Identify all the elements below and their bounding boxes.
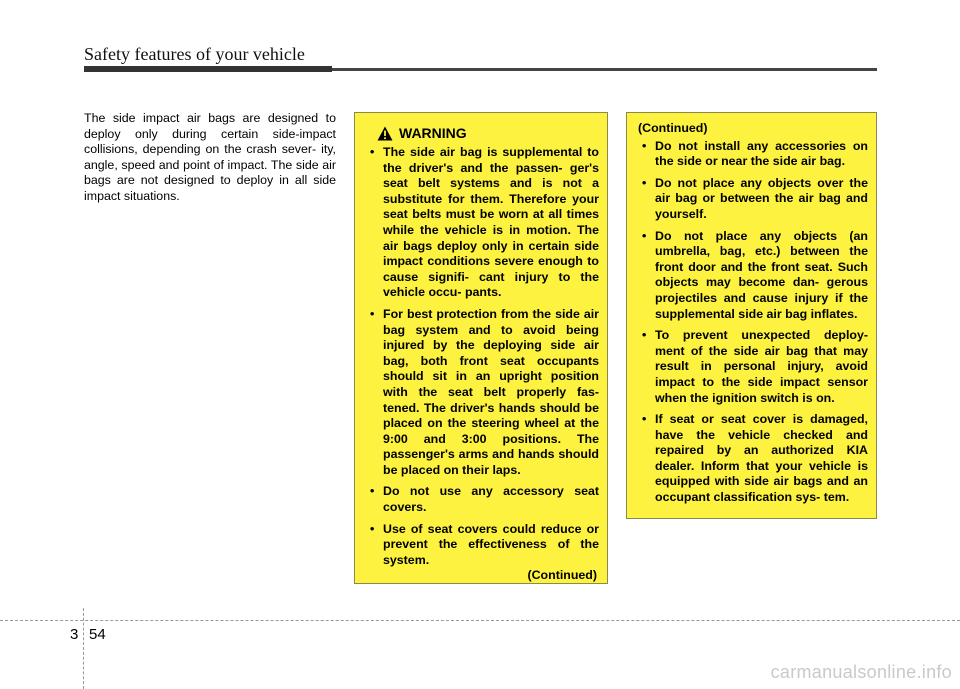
warning-item: • Do not place any objects (an umbrella, bag, etc.) between the front door and the front seat. Such objects may become dan- gerous projectiles and cause injury if the supplemental side air bag inflates. [635, 229, 868, 323]
continued-warning-box [626, 112, 877, 519]
warning-title: WARNING [399, 125, 467, 141]
warning-triangle-icon [377, 126, 393, 141]
watermark: carmanualsonline.info [770, 662, 952, 682]
continued-list [635, 139, 868, 506]
warning-item: • Do not install any accessories on the side or near the side air bag. [635, 139, 868, 170]
page-header-title: Safety features of your vehicle [84, 44, 305, 64]
page-number: 54 [89, 626, 106, 643]
footer-rule [0, 620, 960, 621]
warning-item: • The side air bag is supplemental to the driver's and the passen- ger's seat belt systems and is not a substitute for them. Therefore your seat belts must be worn at all times while the vehicle is in motion. The air bags deploy only in certain side impact conditions severe enough to cause signifi- cant injury to the vehicle occu- pants. [363, 145, 599, 301]
intro-paragraph: The side impact air bags are designed to deploy only during certain side-impact collisions, depending on the crash sever- ity, angle, speed and point of impact. The side air bags are not designed to deploy in all side impact situations. [84, 111, 336, 203]
warning-item: • Use of seat covers could reduce or prevent the effectiveness of the system. [363, 522, 599, 569]
warning-heading [377, 123, 599, 143]
warning-item: • Do not place any objects over the air bag or between the air bag and yourself. [635, 176, 868, 223]
header-rule-accent [84, 66, 332, 72]
footer-divider [83, 608, 84, 689]
chapter-number: 3 [70, 626, 79, 643]
warning-item: • To prevent unexpected deploy- ment of the side air bag that may result in personal injury, avoid impact to the side impact sensor when the ignition switch is on. [635, 328, 868, 406]
continued-label: (Continued) [527, 568, 597, 583]
continued-header: (Continued) [638, 121, 708, 135]
warning-box [354, 112, 608, 584]
warning-list [363, 145, 599, 568]
warning-item: • For best protection from the side air bag system and to avoid being injured by the deploying side air bag, both front seat occupants should sit in an upright position with the seat belt properly fas- tened. The driver's hands should be placed on the steering wheel at the 9:00 and 3:00 positions. The passenger's arms and hands should be placed on their laps. [363, 307, 599, 479]
warning-item: • If seat or seat cover is damaged, have the vehicle checked and repaired by an authorized KIA dealer. Inform that your vehicle is equipped with side air bags and an occupant classification sys- tem. [635, 412, 868, 506]
warning-item: • Do not use any accessory seat covers. [363, 484, 599, 515]
